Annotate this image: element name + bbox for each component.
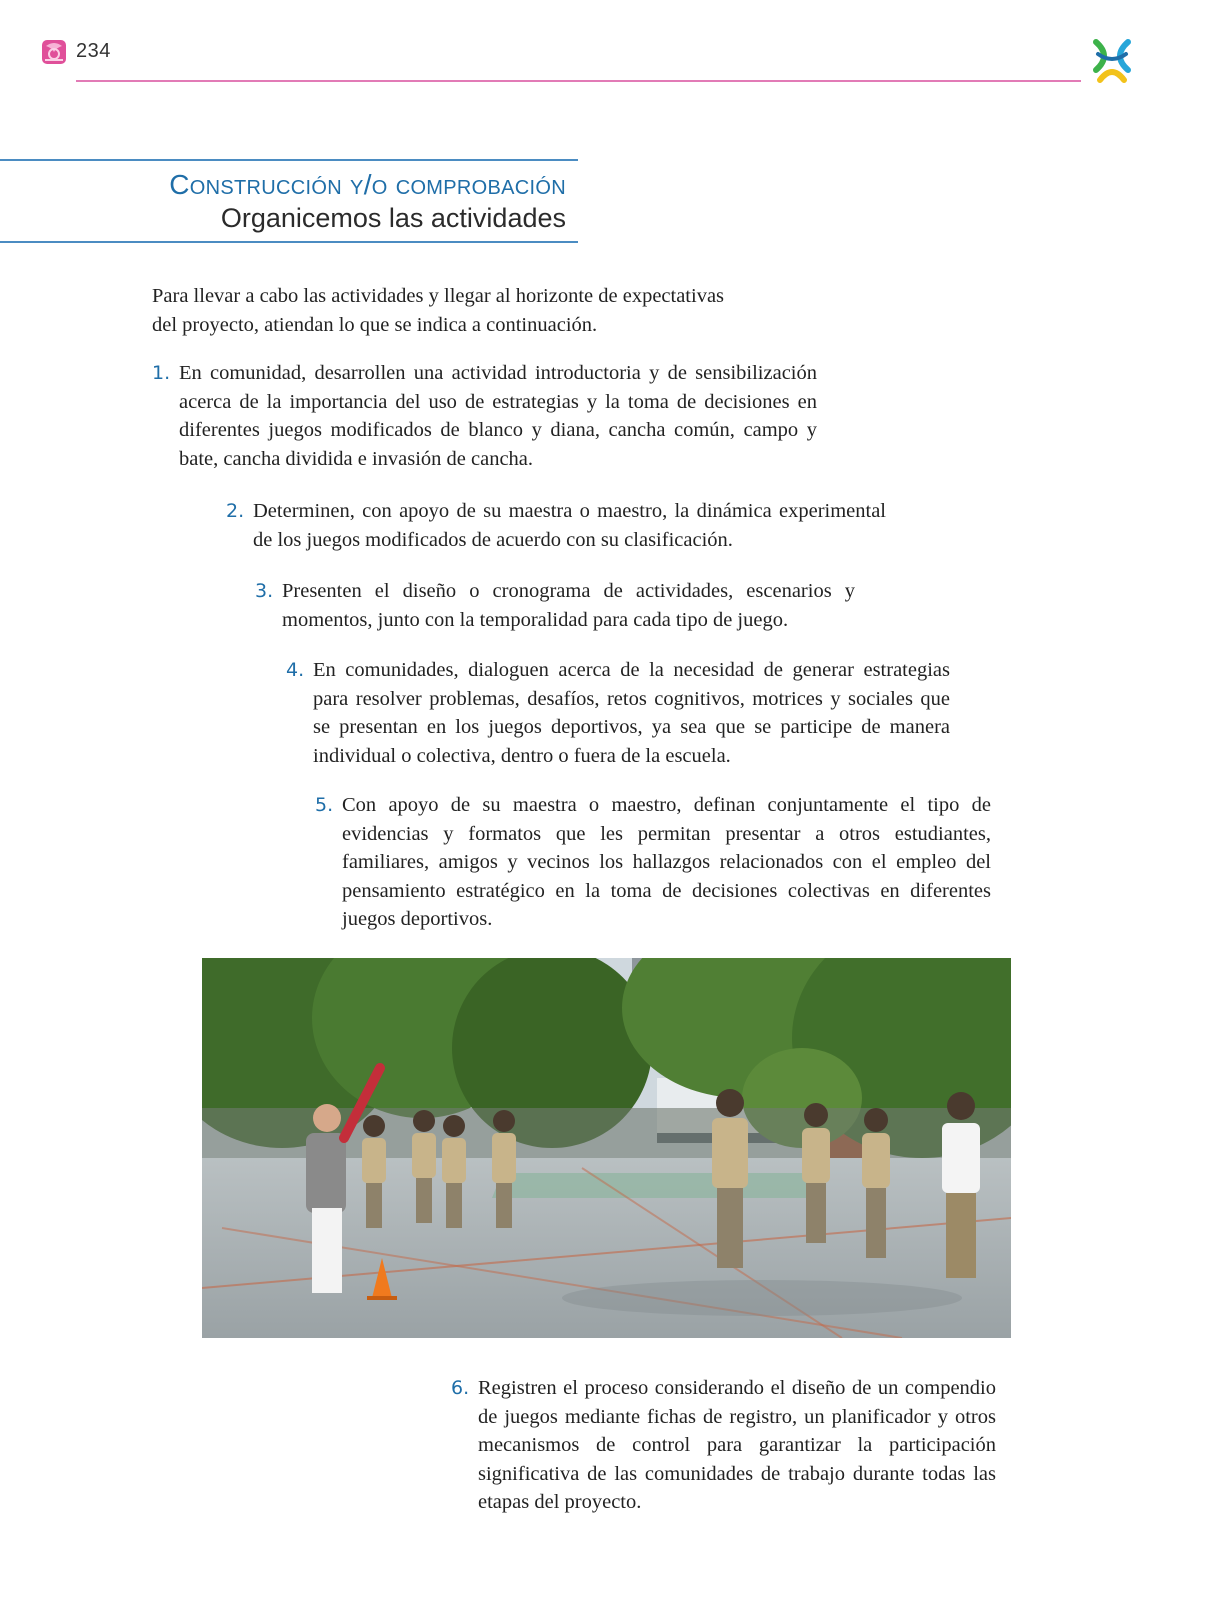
item-number: 5. xyxy=(315,794,334,816)
item-number: 4. xyxy=(286,659,305,681)
list-item xyxy=(255,577,855,634)
item-text: Con apoyo de su maestra o maestro, definan conjuntamente el tipo de evidencias y formatos que les permitan presentar a otros estudiantes, familiares, amigos y vecinos los hallazgos relacionados con el empleo del pensamiento estratégico en la toma de decisiones colectivas en diferentes juegos deportivos. xyxy=(342,794,991,930)
list-item xyxy=(451,1374,996,1517)
item-text: Presenten el diseño o cronograma de actividades, escenarios y momentos, junto con la temporalidad para cada tipo de juego. xyxy=(282,580,855,631)
header-rule xyxy=(76,80,1081,82)
section-rule-bottom xyxy=(0,241,578,243)
item-number: 1. xyxy=(152,362,171,384)
item-text: Determinen, con apoyo de su maestra o maestro, la dinámica experimental de los juegos modificados de acuerdo con su clasificación. xyxy=(253,500,886,551)
section-title: Construcción y/o comprobación xyxy=(169,169,566,200)
list-item xyxy=(152,359,817,473)
item-text: En comunidad, desarrollen una actividad introductoria y de sensibilización acerca de la importancia del uso de estrategias y la toma de decisiones en diferentes juegos modificados de blanco y diana, cancha común, campo y bate, cancha dividida e invasión de cancha. xyxy=(179,362,817,470)
list-item xyxy=(286,656,950,770)
intro-paragraph: Para llevar a cabo las actividades y llegar al horizonte de expectativas del proyecto, atiendan lo que se indica a continuación. xyxy=(152,285,725,336)
item-number: 3. xyxy=(255,580,274,602)
series-logo-icon xyxy=(1086,34,1138,86)
section-heading xyxy=(0,159,578,243)
item-number: 2. xyxy=(226,500,245,522)
item-text: En comunidades, dialoguen acerca de la necesidad de generar estrategias para resolver problemas, desafíos, retos cognitivos, motrices y sociales que se presentan en los juegos deportivos, ya sea que se participe de manera individual o colectiva, dentro o fuera de la escuela. xyxy=(313,659,950,767)
list-item xyxy=(226,497,886,554)
item-number: 6. xyxy=(451,1377,470,1399)
page-number: 234 xyxy=(76,40,111,62)
section-subtitle: Organicemos las actividades xyxy=(220,203,566,233)
section-rule-top xyxy=(0,159,578,161)
list-item xyxy=(315,791,991,934)
page-ornament-icon xyxy=(40,38,68,66)
schoolyard-photo xyxy=(202,958,1011,1338)
item-text: Registren el proceso considerando el diseño de un compendio de juegos mediante fichas de registro, un planificador y otros mecanismos de control para garantizar la participación significativa de las comunidades de trabajo durante todas las etapas del proyecto. xyxy=(478,1377,996,1513)
